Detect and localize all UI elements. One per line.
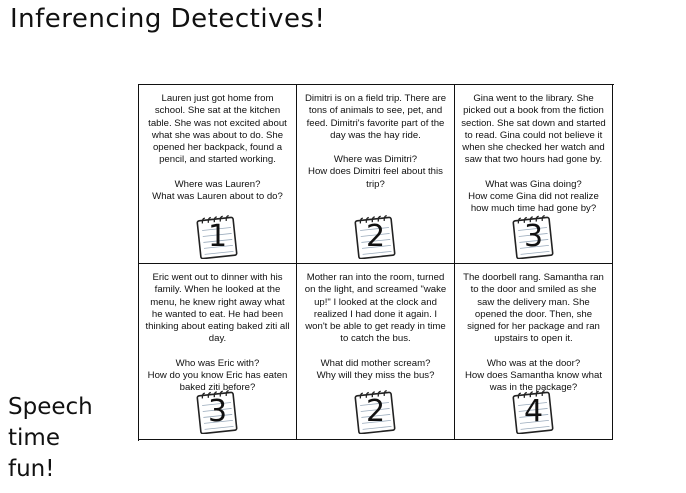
- side-note: [8, 392, 93, 485]
- question-text: What was Gina doing? How come Gina did not realize how much time had gone by?: [468, 178, 599, 215]
- question-text: Who was Eric with? How do you know Eric has eaten baked ziti before?: [147, 357, 288, 394]
- notepad-icon: [353, 213, 399, 259]
- card-number: 2: [365, 394, 386, 429]
- story-text: Eric went out to dinner with his family. When he looked at the menu, he knew right away what he wanted to eat. He had been thinking about eating baked ziti all day.: [145, 272, 290, 345]
- notepad-icon: [195, 388, 241, 434]
- page-title: Inferencing Detectives!: [10, 4, 326, 34]
- question-text: Where was Dimitri? How does Dimitri feel about this trip?: [308, 154, 443, 190]
- card-grid: [138, 84, 614, 441]
- story-text: Dimitri is on a field trip. There are tons of animals to see, pet, and feed. Dimitri's favorite part of the day was the hay ride.: [304, 93, 447, 141]
- story-text: Gina went to the library. She picked out a book from the fiction section. She sat down and started to read. Gina could not believe it when she checked her watch and saw that two hours had gone by.: [461, 93, 606, 166]
- question-text: Who was at the door? How does Samantha know what was in the package?: [464, 357, 603, 394]
- side-note-line: time: [8, 425, 60, 451]
- question-text: Where was Lauren? What was Lauren about to do?: [152, 178, 283, 203]
- notepad-icon: [511, 388, 557, 434]
- notepad-icon: [353, 388, 399, 434]
- story-card: [139, 85, 297, 264]
- card-number: 3: [523, 219, 544, 254]
- story-text: The doorbell rang. Samantha ran to the door and smiled as she saw the delivery man. She opened the door. Then, she signed for her package and ran upstairs to open it.: [463, 272, 604, 345]
- card-number: 1: [207, 219, 228, 254]
- side-note-line: Speech: [8, 394, 93, 420]
- story-card: [455, 85, 613, 264]
- story-card: [455, 264, 613, 440]
- story-text: Mother ran into the room, turned on the light, and screamed "wake up!" I looked at the clock and realized I had done it again. I won't be able to get ready in time to catch the bus.: [304, 272, 447, 345]
- card-number: 4: [523, 394, 544, 429]
- story-card: [139, 264, 297, 440]
- notepad-icon: [195, 213, 241, 259]
- card-number: 3: [207, 394, 228, 429]
- side-note-line: fun!: [8, 456, 55, 482]
- story-text: Lauren just got home from school. She sat at the kitchen table. She was not excited about what she was about to do. She opened her backpack, found a pencil, and started working.: [148, 93, 287, 166]
- question-text: What did mother scream? Why will they miss the bus?: [316, 357, 435, 382]
- story-card: [297, 264, 455, 440]
- notepad-icon: [511, 213, 557, 259]
- story-card: [297, 85, 455, 264]
- card-number: 2: [365, 219, 386, 254]
